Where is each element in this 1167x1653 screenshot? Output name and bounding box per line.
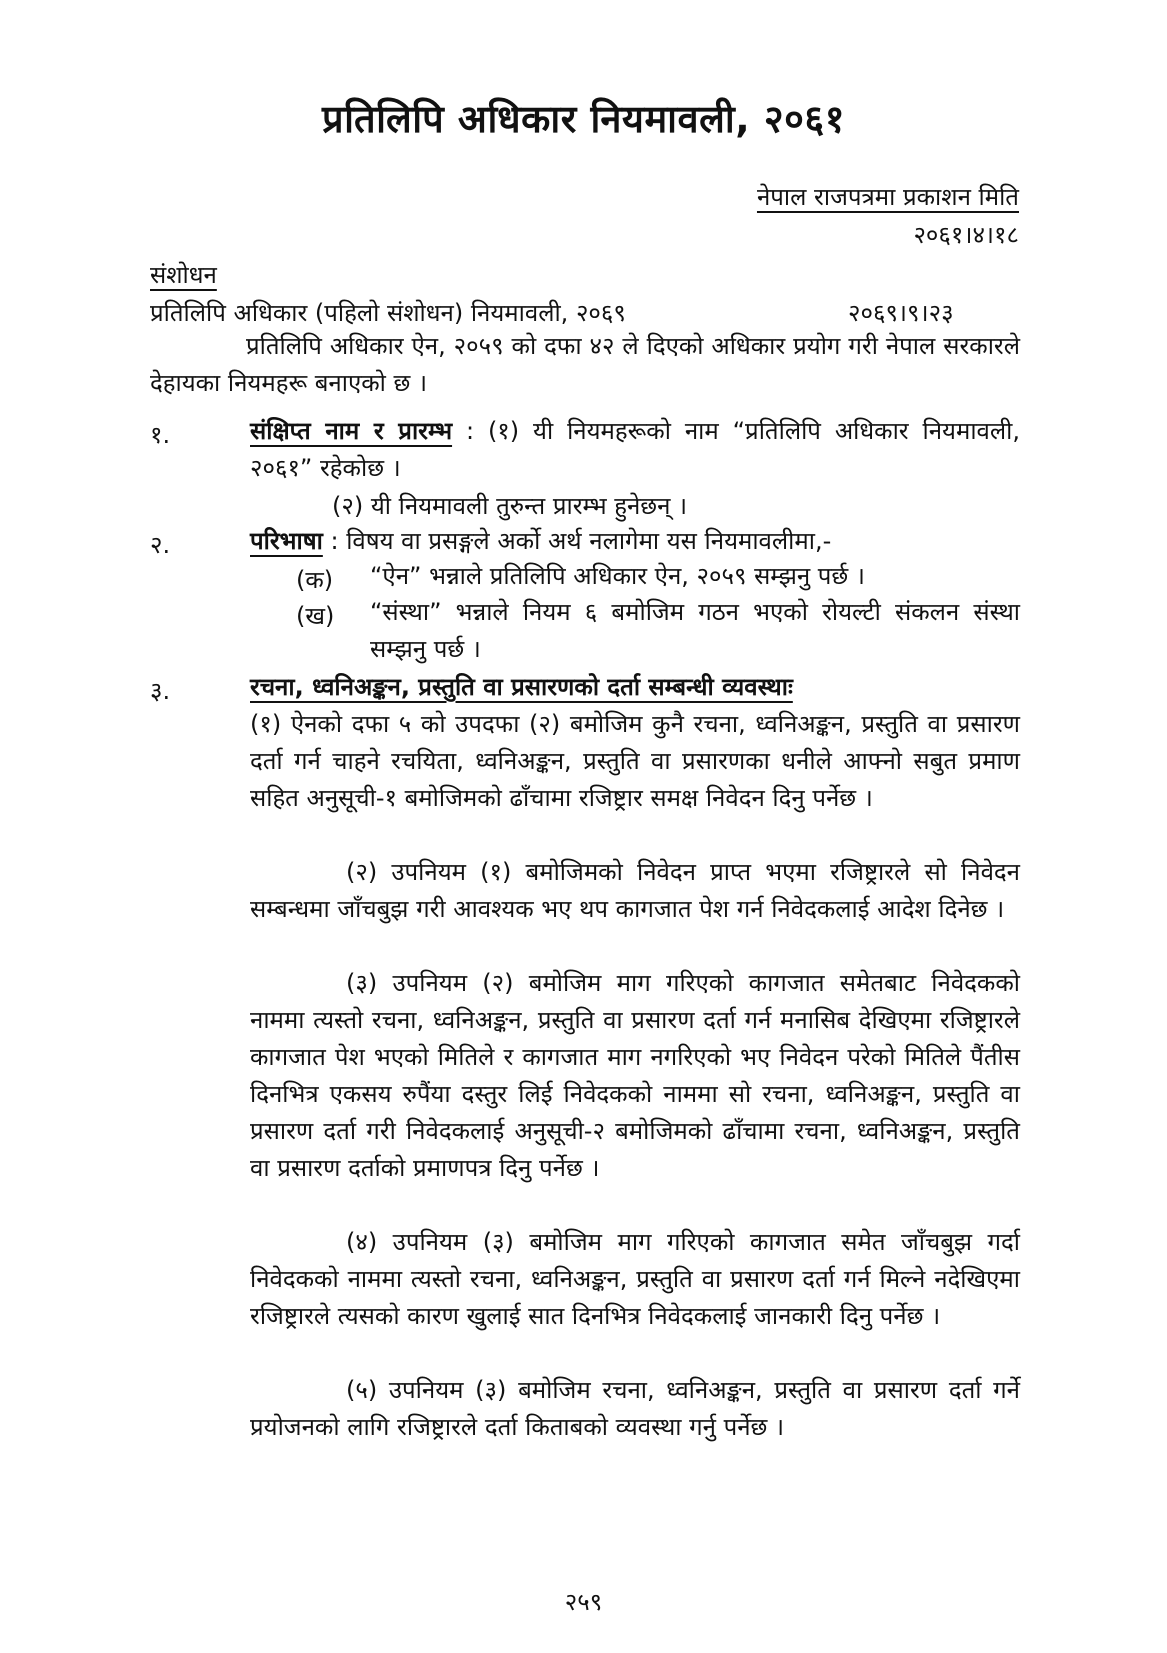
page-number: २५९ <box>564 1588 603 1616</box>
section-number: १. <box>150 421 171 449</box>
section-text: : विषय वा प्रसङ्गले अर्को अर्थ नलागेमा यस नियमावलीमा,- <box>322 527 832 555</box>
clause-label: (क) <box>296 566 334 594</box>
section-2-body <box>250 523 1020 560</box>
clause-text: “संस्था” भन्नाले नियम ६ बमोजिम गठन भएको रोयल्टी संकलन संस्था सम्झनु पर्छ । <box>370 598 1020 663</box>
section-3-body: (१) ऐनको दफा ५ को उपदफा (२) बमोजिम कुनै रचना, ध्वनिअङ्कन, प्रस्तुति वा प्रसारण दर्ता गर्न चाहने रचयिता, ध्वनिअङ्कन, प्रस्तुति वा प्रसारणका धनीले आफ्नो सबुत प्रमाण सहित अनुसूची-१ बमोजिमको ढाँचामा रजिष्ट्रार समक्ष निवेदन दिनु पर्नेछ । <box>250 710 1020 812</box>
amendment-item: प्रतिलिपि अधिकार (पहिलो संशोधन) नियमावली, २०६९ <box>150 299 626 327</box>
amendment-date: २०६९।९।२३ <box>848 299 954 327</box>
subrule: (२) यी नियमावली तुरुन्त प्रारम्भ हुनेछन् । <box>332 492 688 520</box>
subrule: (२) उपनियम (१) बमोजिमको निवेदन प्राप्त भएमा रजिष्ट्रारले सो निवेदन सम्बन्धमा जाँचबुझ गरी आवश्यक भए थप कागजात पेश गर्न निवेदकलाई आदेश दिनेछ । <box>250 858 1020 923</box>
subrule: (३) उपनियम (२) बमोजिम माग गरिएको कागजात समेतबाट निवेदकको नाममा त्यस्तो रचना, ध्वनिअङ्कन, प्रस्तुति वा प्रसारण दर्ता गर्न मनासिब देखिएमा रजिष्ट्रारले कागजात पेश भएको मितिले र कागजात माग नगरिएको भए निवेदन परेको मितिले पैंतीस दिनभित्र एकसय रुपैंया दस्तुर लिई निवेदकको नाममा सो रचना, ध्वनिअङ्कन, प्रस्तुति वा प्रसारण दर्ता गरी निवेदकलाई अनुसूची-२ बमोजिमको ढाँचामा रचना, ध्वनिअङ्कन, प्रस्तुति वा प्रसारण दर्ताको प्रमाणपत्र दिनु पर्नेछ । <box>250 969 1020 1182</box>
preamble: प्रतिलिपि अधिकार ऐन, २०५९ को दफा ४२ ले दिएको अधिकार प्रयोग गरी नेपाल सरकारले देहायका नियमहरू बनाएको छ । <box>150 332 1020 397</box>
amendment-heading: संशोधन <box>150 261 217 289</box>
subrule: (४) उपनियम (३) बमोजिम माग गरिएको कागजात समेत जाँचबुझ गर्दा निवेदकको नाममा त्यस्तो रचना, ध्वनिअङ्कन, प्रस्तुति वा प्रसारण दर्ता गर्न मिल्ने नदेखिएमा रजिष्ट्रारले त्यसको कारण खुलाई सात दिनभित्र निवेदकलाई जानकारी दिनु पर्नेछ । <box>250 1228 1020 1330</box>
section-heading: परिभाषा <box>250 527 323 555</box>
section-3-heading-line <box>250 669 1020 706</box>
clause-label: (ख) <box>296 602 335 630</box>
section-number: ३. <box>150 677 171 705</box>
section-heading: रचना, ध्वनिअङ्कन, प्रस्तुति वा प्रसारणको दर्ता सम्बन्धी व्यवस्थाः <box>250 673 793 701</box>
section-1-body <box>250 413 1020 487</box>
publication-label: नेपाल राजपत्रमा प्रकाशन मिति <box>756 183 1019 211</box>
section-number: २. <box>150 531 171 559</box>
section-heading: संक्षिप्त नाम र प्रारम्भ <box>250 417 453 445</box>
subrule: (५) उपनियम (३) बमोजिम रचना, ध्वनिअङ्कन, प्रस्तुति वा प्रसारण दर्ता गर्ने प्रयोजनको लागि रजिष्ट्रारले दर्ता किताबको व्यवस्था गर्नु पर्नेछ । <box>250 1376 1020 1441</box>
clause-text: “ऐन” भन्नाले प्रतिलिपि अधिकार ऐन, २०५९ सम्झनु पर्छ । <box>370 562 865 590</box>
section-text: : (१) यी नियमहरूको नाम “प्रतिलिपि अधिकार नियमावली, २०६१” रहेकोछ । <box>250 417 1020 482</box>
publication-date: २०६१।४।१८ <box>913 221 1019 249</box>
document-title: प्रतिलिपि अधिकार नियमावली, २०६१ <box>322 97 845 141</box>
